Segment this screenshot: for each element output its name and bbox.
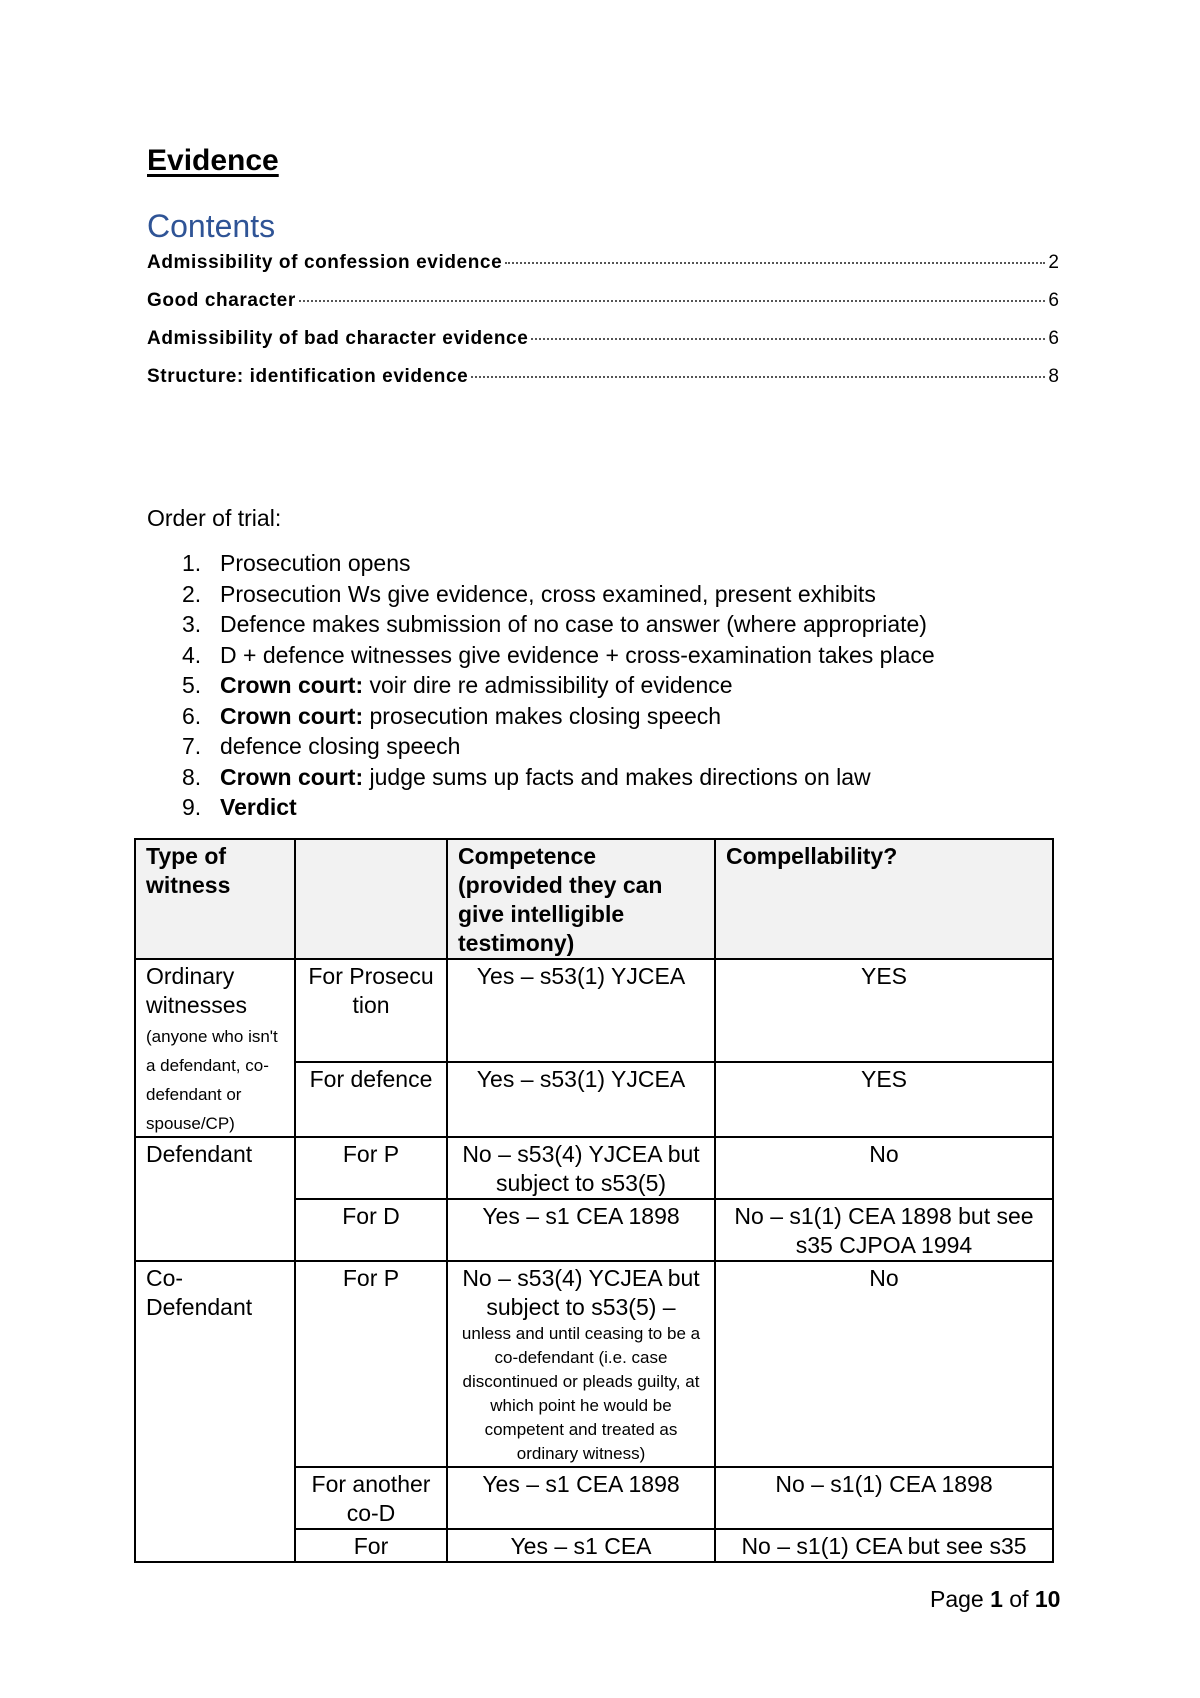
step-emphasis: Crown court: [220, 702, 364, 729]
witness-type: Ordinary witnesses [146, 963, 247, 1018]
header-competence: Competence (provided they can give intelligible testimony) [447, 839, 715, 959]
toc-entry-label[interactable]: Admissibility of bad character evidence [147, 328, 529, 349]
competence-cell: Yes – s1 CEA [447, 1529, 715, 1562]
table-header-row [135, 839, 1053, 959]
toc-leader-dots [471, 376, 1045, 378]
list-item [168, 762, 1128, 793]
list-item [168, 792, 1128, 823]
list-item [168, 609, 1128, 640]
witness-type-cell: Defendant [135, 1137, 295, 1261]
table-row [135, 1137, 1053, 1199]
compellability-cell: No – s1(1) CEA 1898 but see s35 CJPOA 1994 [715, 1199, 1053, 1261]
toc-leader-dots [299, 300, 1046, 302]
step-number: 7. [182, 733, 202, 759]
competence-cell: Yes – s53(1) YJCEA [447, 1062, 715, 1137]
order-of-trial-label: Order of trial: [147, 505, 282, 531]
competence-note: unless and until ceasing to be a co-defendant (i.e. case discontinued or pleads guilty, at which point he would be competent and treated as ordinary witness) [461, 1324, 701, 1463]
compellability-cell: No – s1(1) CEA 1898 [715, 1467, 1053, 1529]
step-text: Prosecution opens [220, 550, 411, 576]
step-number: 9. [182, 794, 202, 820]
witness-table [134, 838, 1054, 1563]
witness-type-cell: Co-Defendant [135, 1261, 295, 1562]
step-number: 3. [182, 611, 202, 637]
step-emphasis: Crown court: [220, 672, 364, 698]
for-cell: For P [295, 1137, 447, 1199]
witness-type-note: (anyone who isn't a defendant, co-defendant or spouse/CP) [146, 1027, 278, 1133]
toc-entry[interactable] [147, 366, 1059, 404]
compellability-cell: YES [715, 1062, 1053, 1137]
list-item [168, 548, 1128, 579]
current-page-number: 1 [990, 1586, 1003, 1612]
table-row [135, 1261, 1053, 1467]
header-type-of-witness: Type of witness [135, 839, 295, 959]
compellability-cell: YES [715, 959, 1053, 1062]
competence-cell: Yes – s1 CEA 1898 [447, 1467, 715, 1529]
step-text: Prosecution Ws give evidence, cross examined, present exhibits [220, 580, 876, 607]
toc-entry-page[interactable]: 8 [1048, 366, 1059, 387]
page-footer [930, 1586, 1060, 1613]
step-text: prosecution makes closing speech [363, 702, 722, 729]
competence-cell: No – s53(4) YJCEA but subject to s53(5) [447, 1137, 715, 1199]
for-cell: For P [295, 1261, 447, 1467]
for-cell: For Prosecution [295, 959, 447, 1062]
contents-heading: Contents [147, 208, 276, 244]
competence-text: No – s53(4) YCJEA but subject to s53(5) – [462, 1265, 700, 1320]
step-text: D + defence witnesses give evidence + cross-examination takes place [220, 641, 935, 668]
list-item [168, 670, 1128, 701]
header-compellability: Compellability? [715, 839, 1053, 959]
toc-entry-page[interactable]: 6 [1048, 290, 1059, 311]
toc-entry[interactable] [147, 252, 1059, 290]
total-page-count: 10 [1034, 1586, 1061, 1612]
toc-leader-dots [505, 262, 1045, 264]
step-number: 2. [182, 580, 202, 607]
document-title: Evidence [147, 144, 279, 177]
for-cell: For another co-D [295, 1467, 447, 1529]
table-row [135, 959, 1053, 1062]
toc-entry-label[interactable]: Admissibility of confession evidence [147, 252, 503, 273]
toc-entry-page[interactable]: 6 [1048, 328, 1059, 349]
step-emphasis: Verdict [220, 794, 297, 820]
toc-entry[interactable] [147, 290, 1059, 328]
compellability-cell: No [715, 1261, 1053, 1467]
table-of-contents [147, 252, 1059, 404]
list-item [168, 731, 1128, 762]
competence-cell: Yes – s1 CEA 1898 [447, 1199, 715, 1261]
compellability-cell: No [715, 1137, 1053, 1199]
witness-type-cell [135, 959, 295, 1137]
list-item [168, 640, 1128, 671]
step-number: 6. [182, 702, 202, 729]
list-item [168, 579, 1128, 610]
list-item [168, 701, 1128, 732]
toc-entry-label[interactable]: Structure: identification evidence [147, 366, 469, 387]
header-blank [295, 839, 447, 959]
step-emphasis: Crown court: [220, 763, 364, 790]
step-number: 5. [182, 672, 202, 698]
step-number: 4. [182, 641, 202, 668]
competence-cell [447, 1261, 715, 1467]
toc-entry-label[interactable]: Good character [147, 290, 296, 311]
for-cell: For defence [295, 1062, 447, 1137]
footer-middle: of [1002, 1586, 1035, 1612]
competence-cell: Yes – s53(1) YJCEA [447, 959, 715, 1062]
step-number: 8. [182, 763, 202, 790]
trial-steps-list [168, 548, 1128, 823]
toc-entry[interactable] [147, 328, 1059, 366]
for-cell: For [295, 1529, 447, 1562]
toc-leader-dots [531, 338, 1045, 340]
compellability-cell: No – s1(1) CEA but see s35 [715, 1529, 1053, 1562]
footer-prefix: Page [930, 1586, 991, 1612]
toc-entry-page[interactable]: 2 [1048, 252, 1059, 273]
for-cell: For D [295, 1199, 447, 1261]
step-text: voir dire re admissibility of evidence [363, 672, 733, 698]
step-text: Defence makes submission of no case to answer (where appropriate) [220, 611, 927, 637]
step-text: defence closing speech [220, 733, 461, 759]
step-text: judge sums up facts and makes directions on law [363, 763, 871, 790]
step-number: 1. [182, 550, 202, 576]
